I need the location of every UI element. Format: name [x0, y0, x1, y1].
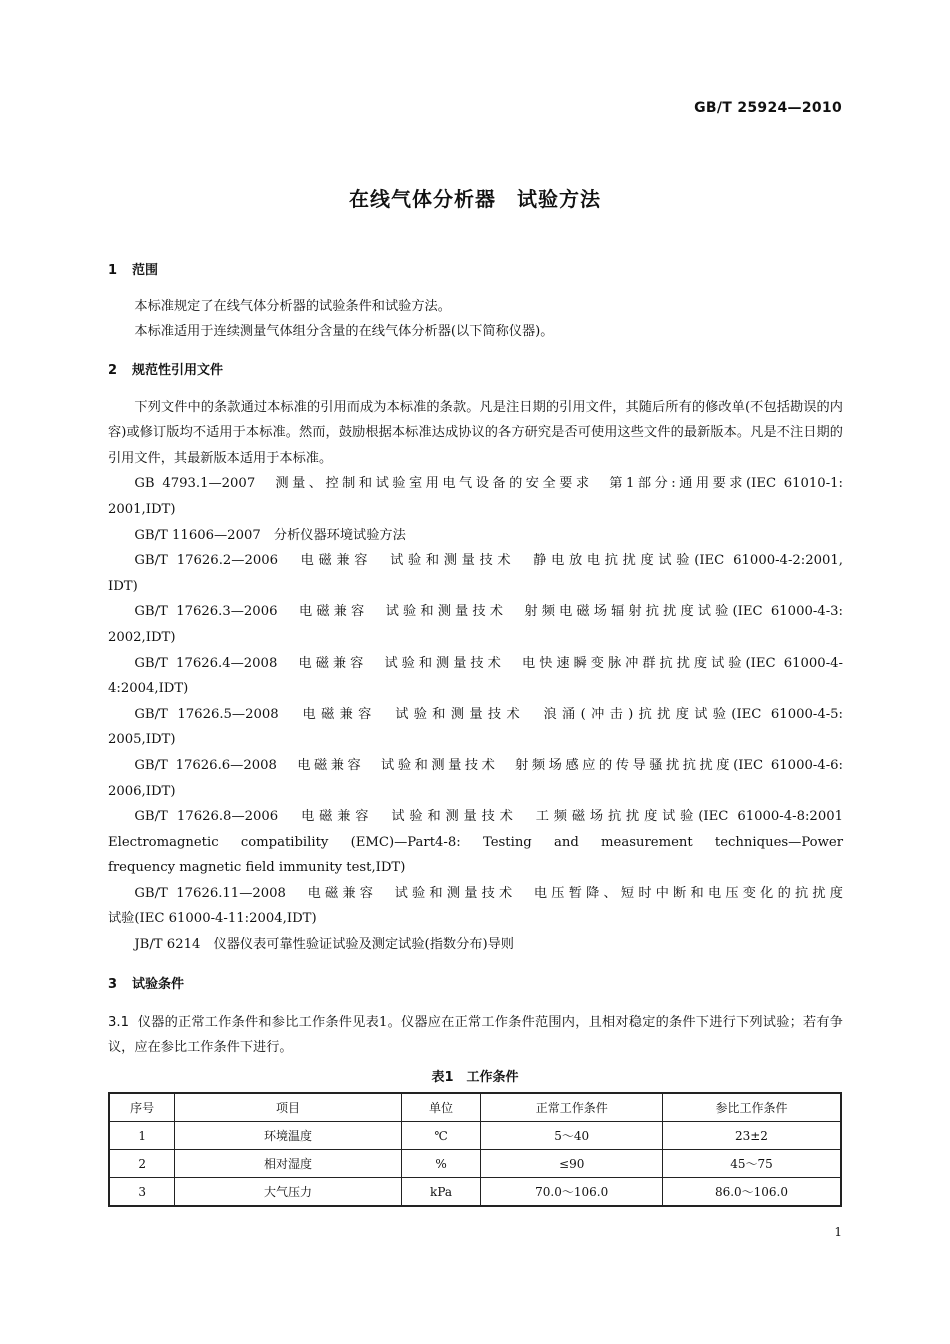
- reference-item: [108, 932, 843, 958]
- reference-line: 2002,IDT): [108, 629, 176, 645]
- paragraph: 本标准规定了在线气体分析器的试验条件和试验方法。: [134, 298, 451, 314]
- table-cell: kPa: [401, 1178, 481, 1207]
- section-heading: [108, 258, 843, 284]
- reference-line: 2001,IDT): [108, 501, 176, 517]
- reference-item: [108, 471, 843, 522]
- reference-item: [108, 599, 843, 650]
- reference-line: Electromagnetic compatibility (EMC)—Part4-8: Testing and measurement techniques—Power: [108, 834, 843, 850]
- section-2: [108, 358, 843, 958]
- section-1: [108, 258, 843, 345]
- table-cell: 1: [109, 1122, 175, 1150]
- reference-line: JB/T 6214 仪器仪表可靠性验证试验及测定试验(指数分布)导则: [134, 937, 514, 953]
- section-number: 2: [108, 363, 118, 378]
- section-title: 范围: [132, 263, 159, 278]
- standard-number: GB/T 25924—2010: [694, 100, 842, 116]
- table-cell: 环境温度: [175, 1122, 401, 1150]
- reference-line: GB/T 11606—2007 分析仪器环境试验方法: [134, 527, 406, 543]
- document-title: 在线气体分析器 试验方法: [349, 187, 601, 211]
- column-header: 序号: [109, 1093, 175, 1122]
- section-3: [108, 972, 843, 1061]
- page-number: 1: [834, 1225, 842, 1239]
- table-cell: 相对湿度: [175, 1150, 401, 1178]
- table-cell: ≤90: [481, 1150, 663, 1178]
- reference-item: [108, 753, 843, 804]
- section-heading: [108, 972, 843, 998]
- table-cell: 45～75: [662, 1150, 841, 1178]
- table-cell: 23±2: [662, 1122, 841, 1150]
- reference-line: 2005,IDT): [108, 732, 176, 748]
- reference-item: [108, 881, 843, 932]
- table-row: [109, 1178, 841, 1207]
- reference-line: GB/T 17626.5—2008 电磁兼容 试验和测量技术 浪涌(冲击)抗扰度试验(IEC 61000-4-5:: [134, 706, 843, 722]
- table-row: [109, 1122, 841, 1150]
- reference-line: GB/T 17626.2—2006 电磁兼容 试验和测量技术 静电放电抗扰度试验(IEC 61000-4-2:2001,: [134, 553, 843, 569]
- section-title: 试验条件: [132, 977, 185, 992]
- table-cell: 3: [109, 1178, 175, 1207]
- column-header: 项目: [175, 1093, 401, 1122]
- paragraph: 下列文件中的条款通过本标准的引用而成为本标准的条款。凡是注日期的引用文件，其随后所有的修改单(不包括勘误的内容)或修订版均不适用于本标准。然而，鼓励根据本标准达成协议的各方研究是否可使用这些文件的最新版本。凡是不注日期的引用文件，其最新版本适用于本标准。: [108, 399, 843, 466]
- reference-line: GB/T 17626.8—2006 电磁兼容 试验和测量技术 工频磁场抗扰度试验(IEC 61000-4-8:2001: [134, 809, 843, 825]
- section-title: 规范性引用文件: [132, 363, 224, 378]
- reference-line: 2006,IDT): [108, 783, 176, 799]
- table-cell: %: [401, 1150, 481, 1178]
- reference-line: GB/T 17626.4—2008 电磁兼容 试验和测量技术 电快速瞬变脉冲群抗扰度试验(IEC 61000-4-: [134, 655, 843, 671]
- column-header: 正常工作条件: [481, 1093, 663, 1122]
- table-row: [109, 1150, 841, 1178]
- clause-3-1: [108, 1010, 843, 1061]
- reference-line: GB/T 17626.11—2008 电磁兼容 试验和测量技术 电压暂降、短时中断和电压变化的抗扰度: [134, 885, 843, 901]
- table-cell: ℃: [401, 1122, 481, 1150]
- clause-text: 仪器的正常工作条件和参比工作条件见表1。仪器应在正常工作条件范围内，且相对稳定的条件下进行下列试验；若有争议，应在参比工作条件下进行。: [108, 1014, 843, 1056]
- reference-item: [108, 651, 843, 702]
- column-header: 单位: [401, 1093, 481, 1122]
- reference-line: GB/T 17626.6—2008 电磁兼容 试验和测量技术 射频场感应的传导骚扰抗扰度(IEC 61000-4-6:: [134, 757, 843, 773]
- table-cell: 大气压力: [175, 1178, 401, 1207]
- table-header-row: [109, 1093, 841, 1122]
- reference-line: 4:2004,IDT): [108, 681, 189, 697]
- reference-line: frequency magnetic field immunity test,IDT): [108, 860, 406, 876]
- working-conditions-table: [108, 1092, 842, 1207]
- column-header: 参比工作条件: [662, 1093, 841, 1122]
- table-cell: 70.0～106.0: [481, 1178, 663, 1207]
- section-number: 3: [108, 977, 118, 992]
- reference-item: [108, 523, 843, 549]
- reference-line: GB/T 17626.3—2006 电磁兼容 试验和测量技术 射频电磁场辐射抗扰度试验(IEC 61000-4-3:: [134, 604, 843, 620]
- reference-line: GB 4793.1—2007 测量、控制和试验室用电气设备的安全要求 第1部分:通用要求(IEC 61010-1:: [134, 476, 843, 492]
- reference-line: IDT): [108, 578, 138, 594]
- table-cell: 5～40: [481, 1122, 663, 1150]
- table-cell: 2: [109, 1150, 175, 1178]
- paragraph: 本标准适用于连续测量气体组分含量的在线气体分析器(以下简称仪器)。: [134, 324, 554, 340]
- reference-item: [108, 548, 843, 599]
- clause-number: 3.1: [108, 1014, 129, 1030]
- table-caption: 表1 工作条件: [431, 1070, 519, 1085]
- reference-item: [108, 804, 843, 881]
- section-heading: [108, 358, 843, 384]
- table-cell: 86.0～106.0: [662, 1178, 841, 1207]
- reference-item: [108, 702, 843, 753]
- reference-line: 试验(IEC 61000-4-11:2004,IDT): [108, 911, 317, 927]
- section-number: 1: [108, 263, 118, 278]
